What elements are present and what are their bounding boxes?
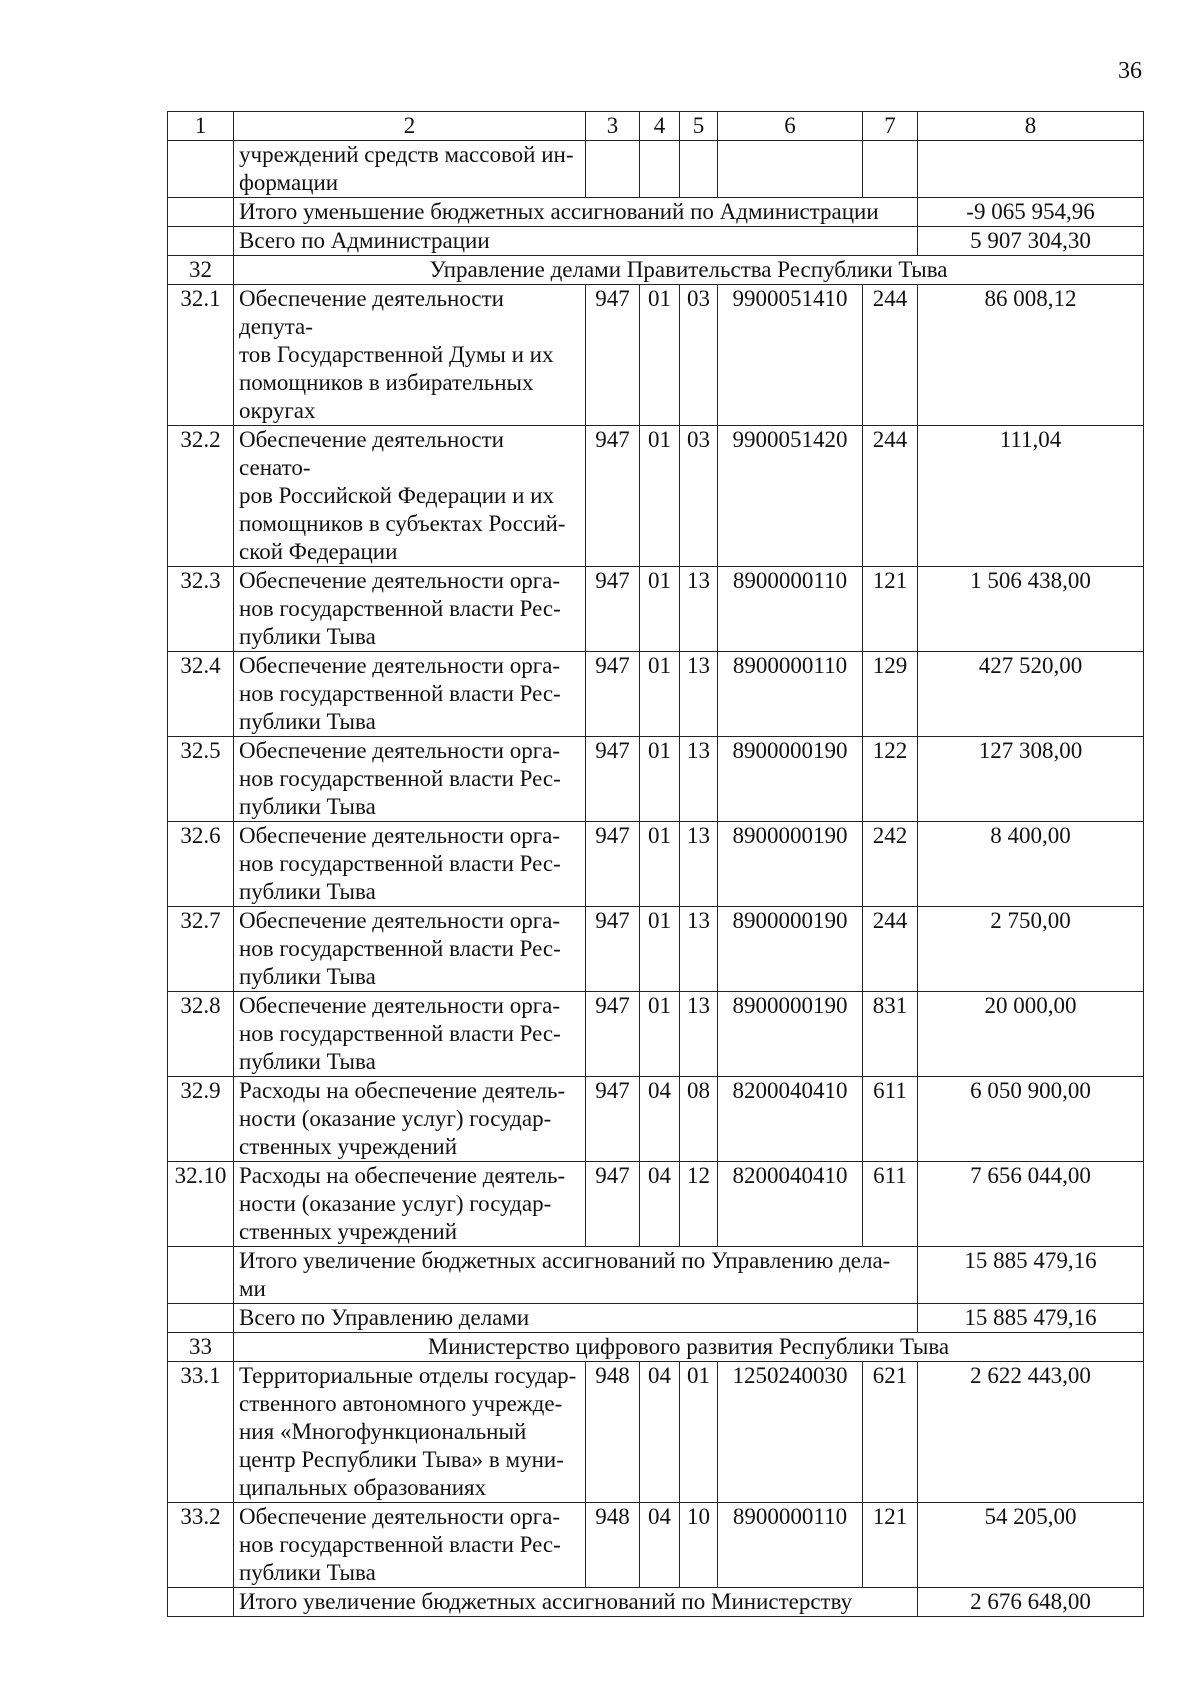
row-number-empty bbox=[168, 227, 234, 256]
target-article-code: 8200040410 bbox=[718, 1162, 863, 1247]
table-body bbox=[168, 112, 1144, 1617]
subsection-code: 13 bbox=[680, 822, 718, 907]
table-row bbox=[168, 992, 1144, 1077]
expense-type-code: 621 bbox=[863, 1362, 918, 1503]
col-header-3: 3 bbox=[586, 112, 640, 141]
section-code: 01 bbox=[640, 567, 680, 652]
subsection-code bbox=[680, 141, 718, 198]
amount: 1 506 438,00 bbox=[918, 567, 1144, 652]
amount bbox=[918, 141, 1144, 198]
row-description: Обеспечение деятельности орга- нов государственной власти Рес- публики Тыва bbox=[234, 652, 586, 737]
col-header-2: 2 bbox=[234, 112, 586, 141]
col-header-1: 1 bbox=[168, 112, 234, 141]
subsection-code: 13 bbox=[680, 567, 718, 652]
ministry-code: 947 bbox=[586, 652, 640, 737]
amount: 111,04 bbox=[918, 426, 1144, 567]
section-title: Управление делами Правительства Республики Тыва bbox=[234, 256, 1144, 285]
target-article-code: 9900051410 bbox=[718, 285, 863, 426]
expense-type-code: 129 bbox=[863, 652, 918, 737]
expense-type-code: 122 bbox=[863, 737, 918, 822]
ministry-code bbox=[586, 141, 640, 198]
amount: 2 750,00 bbox=[918, 907, 1144, 992]
section-code: 04 bbox=[640, 1077, 680, 1162]
subsection-code: 13 bbox=[680, 907, 718, 992]
ministry-code: 947 bbox=[586, 992, 640, 1077]
section-code: 01 bbox=[640, 907, 680, 992]
total-amount: 15 885 479,16 bbox=[918, 1304, 1144, 1333]
total-label: Всего по Администрации bbox=[234, 227, 918, 256]
subsection-code: 03 bbox=[680, 285, 718, 426]
row-number-empty bbox=[168, 1304, 234, 1333]
subsection-code: 08 bbox=[680, 1077, 718, 1162]
subsection-code: 03 bbox=[680, 426, 718, 567]
table-row bbox=[168, 1362, 1144, 1503]
expense-type-code bbox=[863, 141, 918, 198]
section-code: 01 bbox=[640, 822, 680, 907]
col-header-7: 7 bbox=[863, 112, 918, 141]
subsection-code: 01 bbox=[680, 1362, 718, 1503]
total-label: Итого уменьшение бюджетных ассигнований по Администрации bbox=[234, 198, 918, 227]
row-number: 33.2 bbox=[168, 1503, 234, 1588]
expense-type-code: 244 bbox=[863, 907, 918, 992]
target-article-code bbox=[718, 141, 863, 198]
row-number: 32.4 bbox=[168, 652, 234, 737]
total-row bbox=[168, 1304, 1144, 1333]
amount: 54 205,00 bbox=[918, 1503, 1144, 1588]
table-row bbox=[168, 652, 1144, 737]
row-number: 32.3 bbox=[168, 567, 234, 652]
subsection-code: 10 bbox=[680, 1503, 718, 1588]
page-number: 36 bbox=[1118, 58, 1142, 84]
total-amount: 15 885 479,16 bbox=[918, 1247, 1144, 1304]
subsection-code: 13 bbox=[680, 737, 718, 822]
expense-type-code: 244 bbox=[863, 285, 918, 426]
row-description: Обеспечение деятельности орга- нов государственной власти Рес- публики Тыва bbox=[234, 992, 586, 1077]
target-article-code: 9900051420 bbox=[718, 426, 863, 567]
expense-type-code: 121 bbox=[863, 1503, 918, 1588]
row-description: Расходы на обеспечение деятель- ности (оказание услуг) государ- ственных учреждений bbox=[234, 1077, 586, 1162]
row-description: учреждений средств массовой ин- формации bbox=[234, 141, 586, 198]
section-code: 04 bbox=[640, 1362, 680, 1503]
total-row bbox=[168, 1588, 1144, 1617]
table-row bbox=[168, 141, 1144, 198]
section-code: 01 bbox=[640, 992, 680, 1077]
amount: 20 000,00 bbox=[918, 992, 1144, 1077]
total-amount: -9 065 954,96 bbox=[918, 198, 1144, 227]
table-row bbox=[168, 567, 1144, 652]
amount: 6 050 900,00 bbox=[918, 1077, 1144, 1162]
ministry-code: 947 bbox=[586, 285, 640, 426]
row-number-empty bbox=[168, 198, 234, 227]
amount: 427 520,00 bbox=[918, 652, 1144, 737]
section-code: 01 bbox=[640, 737, 680, 822]
table-row bbox=[168, 1162, 1144, 1247]
table-row bbox=[168, 822, 1144, 907]
row-description: Обеспечение деятельности депута- тов Государственной Думы и их помощников в избирательных округах bbox=[234, 285, 586, 426]
table-row bbox=[168, 1503, 1144, 1588]
section-title: Министерство цифрового развития Республики Тыва bbox=[234, 1333, 1144, 1362]
section-number: 32 bbox=[168, 256, 234, 285]
subsection-code: 13 bbox=[680, 992, 718, 1077]
expense-type-code: 831 bbox=[863, 992, 918, 1077]
total-label: Итого увеличение бюджетных ассигнований по Управлению дела- ми bbox=[234, 1247, 918, 1304]
section-header-row bbox=[168, 1333, 1144, 1362]
target-article-code: 8900000190 bbox=[718, 992, 863, 1077]
expense-type-code: 121 bbox=[863, 567, 918, 652]
section-code: 04 bbox=[640, 1503, 680, 1588]
expense-type-code: 244 bbox=[863, 426, 918, 567]
row-number: 32.10 bbox=[168, 1162, 234, 1247]
table-row bbox=[168, 737, 1144, 822]
row-number-empty bbox=[168, 1247, 234, 1304]
section-number: 33 bbox=[168, 1333, 234, 1362]
row-number: 32.2 bbox=[168, 426, 234, 567]
table-row bbox=[168, 285, 1144, 426]
column-number-row bbox=[168, 112, 1144, 141]
row-description: Обеспечение деятельности орга- нов государственной власти Рес- публики Тыва bbox=[234, 737, 586, 822]
row-description: Обеспечение деятельности орга- нов государственной власти Рес- публики Тыва bbox=[234, 907, 586, 992]
ministry-code: 948 bbox=[586, 1362, 640, 1503]
total-row bbox=[168, 227, 1144, 256]
row-number bbox=[168, 141, 234, 198]
col-header-6: 6 bbox=[718, 112, 863, 141]
ministry-code: 948 bbox=[586, 1503, 640, 1588]
amount: 2 622 443,00 bbox=[918, 1362, 1144, 1503]
row-description: Расходы на обеспечение деятель- ности (оказание услуг) государ- ственных учреждений bbox=[234, 1162, 586, 1247]
row-number: 32.5 bbox=[168, 737, 234, 822]
row-description: Обеспечение деятельности сенато- ров Российской Федерации и их помощников в субъектах Россий- ской Федерации bbox=[234, 426, 586, 567]
row-number: 32.8 bbox=[168, 992, 234, 1077]
total-label: Всего по Управлению делами bbox=[234, 1304, 918, 1333]
ministry-code: 947 bbox=[586, 907, 640, 992]
ministry-code: 947 bbox=[586, 567, 640, 652]
total-amount: 2 676 648,00 bbox=[918, 1588, 1144, 1617]
target-article-code: 8900000110 bbox=[718, 567, 863, 652]
target-article-code: 8900000110 bbox=[718, 652, 863, 737]
target-article-code: 1250240030 bbox=[718, 1362, 863, 1503]
table-row bbox=[168, 1077, 1144, 1162]
ministry-code: 947 bbox=[586, 822, 640, 907]
table-row bbox=[168, 907, 1144, 992]
target-article-code: 8900000190 bbox=[718, 907, 863, 992]
expense-type-code: 611 bbox=[863, 1162, 918, 1247]
target-article-code: 8200040410 bbox=[718, 1077, 863, 1162]
ministry-code: 947 bbox=[586, 1077, 640, 1162]
amount: 86 008,12 bbox=[918, 285, 1144, 426]
row-description: Обеспечение деятельности орга- нов государственной власти Рес- публики Тыва bbox=[234, 567, 586, 652]
row-number: 32.7 bbox=[168, 907, 234, 992]
section-header-row bbox=[168, 256, 1144, 285]
row-number: 33.1 bbox=[168, 1362, 234, 1503]
expense-type-code: 242 bbox=[863, 822, 918, 907]
amount: 7 656 044,00 bbox=[918, 1162, 1144, 1247]
target-article-code: 8900000190 bbox=[718, 822, 863, 907]
row-description: Обеспечение деятельности орга- нов государственной власти Рес- публики Тыва bbox=[234, 822, 586, 907]
total-label: Итого увеличение бюджетных ассигнований по Министерству bbox=[234, 1588, 918, 1617]
total-amount: 5 907 304,30 bbox=[918, 227, 1144, 256]
table-row bbox=[168, 426, 1144, 567]
total-row bbox=[168, 1247, 1144, 1304]
section-code: 01 bbox=[640, 426, 680, 567]
budget-table bbox=[167, 111, 1144, 1617]
col-header-4: 4 bbox=[640, 112, 680, 141]
section-code: 01 bbox=[640, 285, 680, 426]
subsection-code: 13 bbox=[680, 652, 718, 737]
total-row bbox=[168, 198, 1144, 227]
amount: 8 400,00 bbox=[918, 822, 1144, 907]
section-code bbox=[640, 141, 680, 198]
expense-type-code: 611 bbox=[863, 1077, 918, 1162]
amount: 127 308,00 bbox=[918, 737, 1144, 822]
ministry-code: 947 bbox=[586, 737, 640, 822]
target-article-code: 8900000110 bbox=[718, 1503, 863, 1588]
row-number: 32.6 bbox=[168, 822, 234, 907]
col-header-5: 5 bbox=[680, 112, 718, 141]
row-number: 32.1 bbox=[168, 285, 234, 426]
row-number-empty bbox=[168, 1588, 234, 1617]
ministry-code: 947 bbox=[586, 1162, 640, 1247]
subsection-code: 12 bbox=[680, 1162, 718, 1247]
col-header-8: 8 bbox=[918, 112, 1144, 141]
row-description: Обеспечение деятельности орга- нов государственной власти Рес- публики Тыва bbox=[234, 1503, 586, 1588]
section-code: 01 bbox=[640, 652, 680, 737]
target-article-code: 8900000190 bbox=[718, 737, 863, 822]
ministry-code: 947 bbox=[586, 426, 640, 567]
row-description: Территориальные отделы государ- ственного автономного учрежде- ния «Многофункциональный центр Республики Тыва» в муни- ципальных образованиях bbox=[234, 1362, 586, 1503]
row-number: 32.9 bbox=[168, 1077, 234, 1162]
section-code: 04 bbox=[640, 1162, 680, 1247]
